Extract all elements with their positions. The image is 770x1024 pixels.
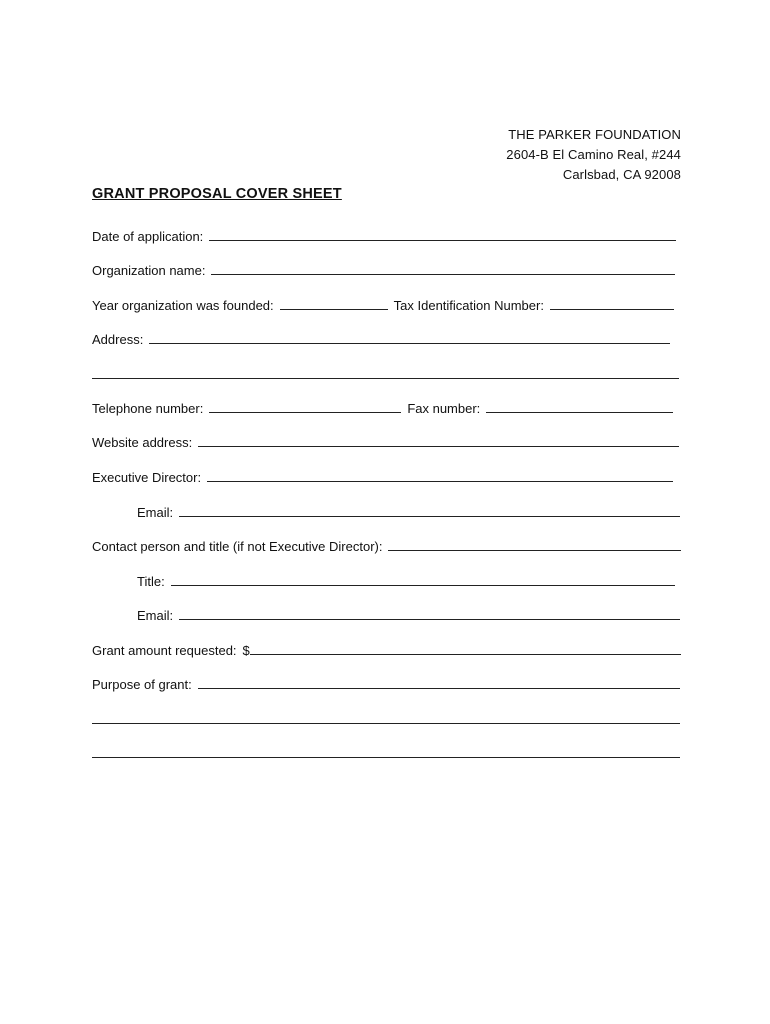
executive-director-label: Executive Director:	[92, 470, 202, 485]
address-continuation-row	[92, 364, 679, 382]
foundation-name: THE PARKER FOUNDATION	[508, 127, 681, 142]
contact-title-label: Title:	[137, 574, 165, 589]
phone-fax-row	[92, 398, 673, 416]
purpose-continuation-line-2[interactable]	[92, 745, 680, 758]
website-label: Website address:	[92, 435, 193, 450]
executive-director-row	[92, 467, 673, 485]
tax-id-field-line[interactable]	[550, 297, 674, 310]
grant-amount-label: Grant amount requested:	[92, 643, 237, 658]
date-field-line[interactable]	[209, 228, 676, 241]
purpose-continuation-row-1	[92, 709, 680, 727]
telephone-label: Telephone number:	[92, 401, 204, 416]
foundation-address-block	[506, 125, 681, 185]
executive-email-field-line[interactable]	[179, 504, 680, 517]
telephone-field-line[interactable]	[209, 400, 401, 413]
org-name-field-line[interactable]	[211, 262, 675, 275]
org-name-label: Organization name:	[92, 263, 206, 278]
contact-title-row	[137, 571, 675, 589]
fax-field-line[interactable]	[486, 400, 673, 413]
purpose-label: Purpose of grant:	[92, 677, 192, 692]
contact-email-label: Email:	[137, 608, 174, 623]
website-field-line[interactable]	[198, 434, 679, 447]
contact-title-field-line[interactable]	[171, 573, 675, 586]
grant-amount-field-line[interactable]	[250, 642, 681, 655]
contact-person-label: Contact person and title (if not Executive Director):	[92, 539, 383, 554]
foundation-street: 2604-B El Camino Real, #244	[506, 147, 681, 162]
executive-email-label: Email:	[137, 505, 174, 520]
purpose-continuation-row-2	[92, 743, 680, 761]
contact-email-field-line[interactable]	[179, 607, 680, 620]
currency-symbol: $	[242, 643, 250, 658]
fax-label: Fax number:	[407, 401, 481, 416]
address-field-line[interactable]	[149, 331, 670, 344]
tax-id-label: Tax Identification Number:	[393, 298, 544, 313]
contact-person-row	[92, 536, 681, 554]
grant-amount-row	[92, 640, 681, 658]
purpose-row	[92, 674, 680, 692]
website-row	[92, 432, 679, 450]
purpose-field-line[interactable]	[198, 676, 680, 689]
year-tax-row	[92, 295, 674, 313]
foundation-city: Carlsbad, CA 92008	[562, 167, 681, 182]
date-label: Date of application:	[92, 229, 204, 244]
contact-email-row	[137, 605, 680, 623]
purpose-continuation-line-1[interactable]	[92, 711, 680, 724]
org-name-row	[92, 260, 675, 278]
year-founded-label: Year organization was founded:	[92, 298, 274, 313]
address-label: Address:	[92, 332, 144, 347]
date-row	[92, 226, 676, 244]
address-row	[92, 329, 670, 347]
executive-director-field-line[interactable]	[207, 469, 673, 482]
contact-person-field-line[interactable]	[388, 538, 681, 551]
executive-email-row	[137, 502, 680, 520]
address-continuation-line[interactable]	[92, 366, 679, 379]
document-title: GRANT PROPOSAL COVER SHEET	[92, 186, 342, 202]
year-founded-field-line[interactable]	[280, 297, 388, 310]
